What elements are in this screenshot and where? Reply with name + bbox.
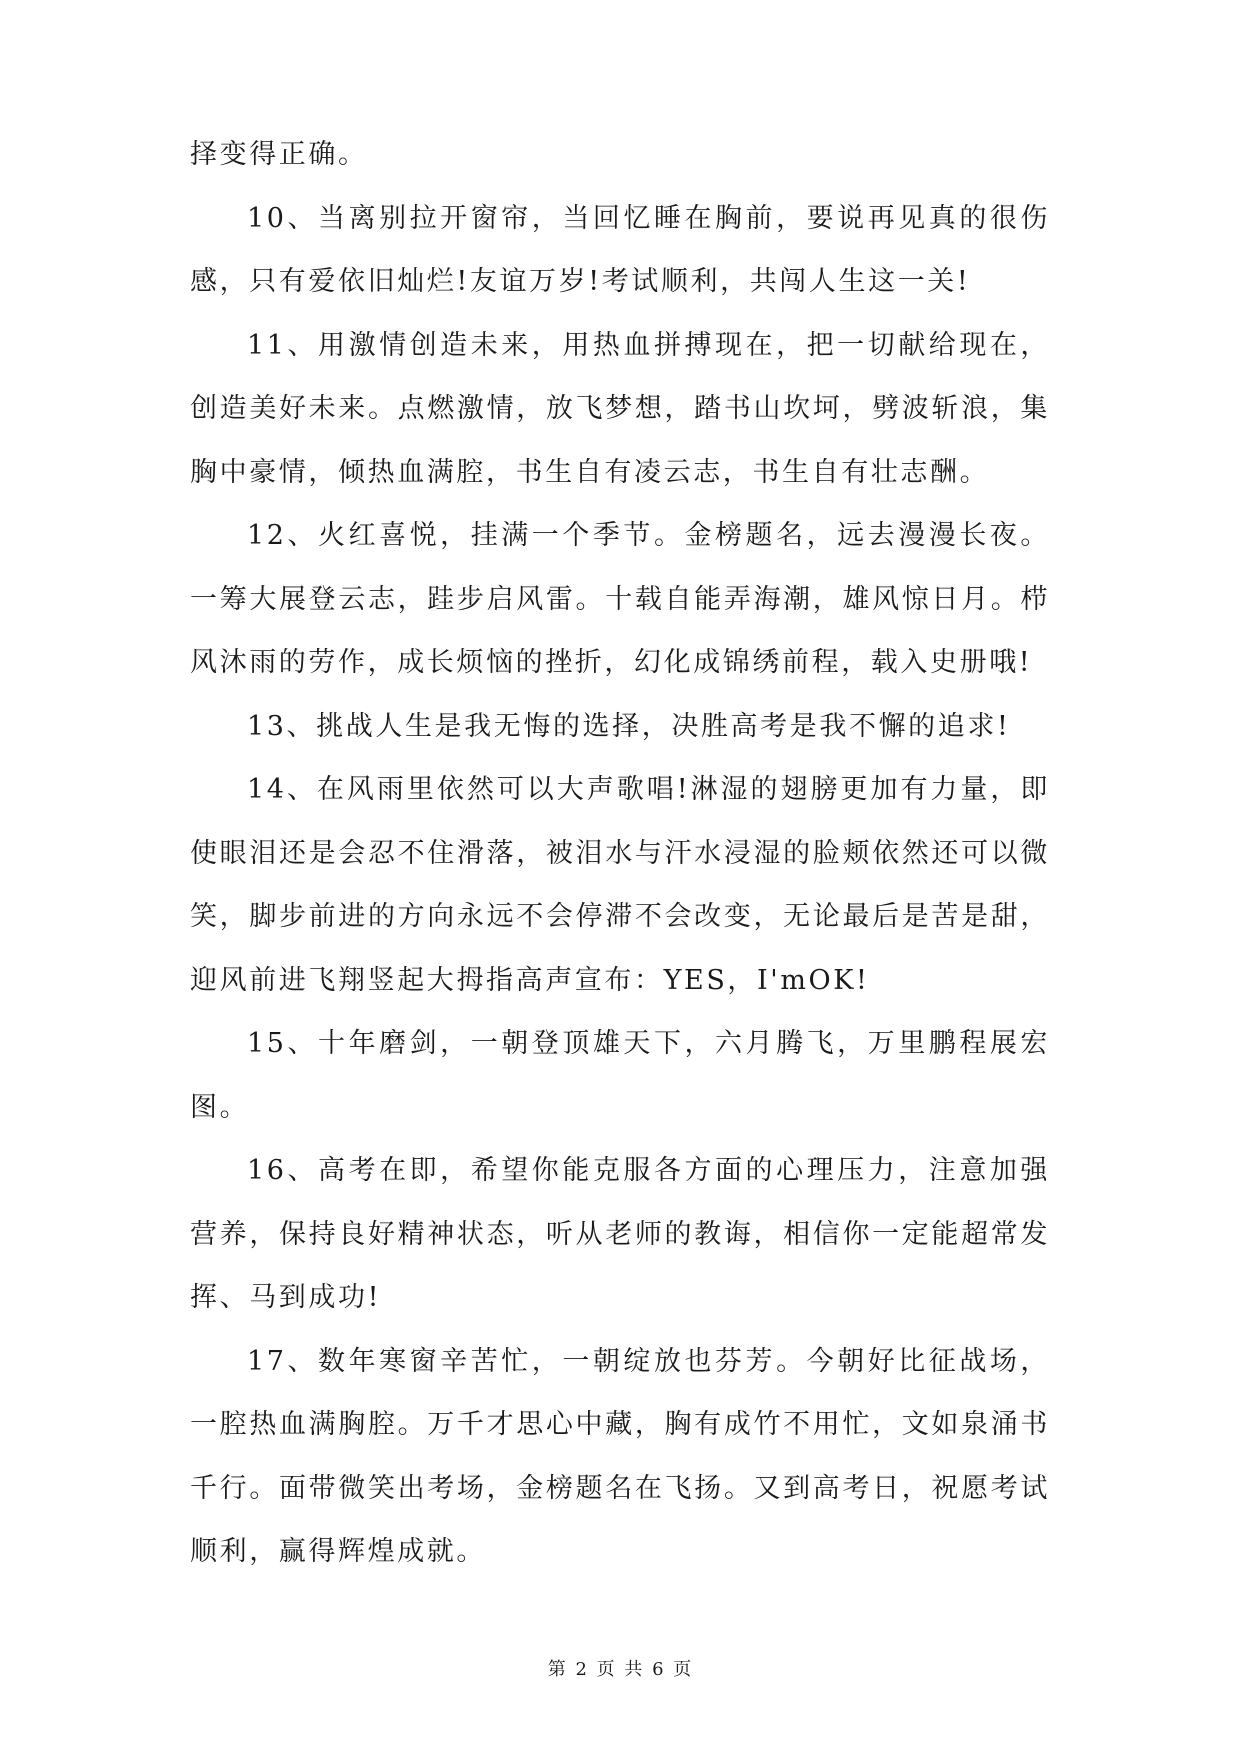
- paragraph-17: 17、数年寒窗辛苦忙，一朝绽放也芬芳。今朝好比征战场，一腔热血满胸腔。万千才思心中藏，胸有成竹不用忙，文如泉涌书千行。面带微笑出考场，金榜题名在飞扬。又到高考日，祝愿考试顺利，赢得辉煌成就。: [190, 1345, 1050, 1567]
- paragraph-11: 11、用激情创造未来，用热血拼搏现在，把一切献给现在，创造美好未来。点燃激情，放飞梦想，踏书山坎坷，劈波斩浪，集胸中豪情，倾热血满腔，书生自有凌云志，书生自有壮志酬。: [190, 329, 1050, 488]
- paragraph-16: 16、高考在即，希望你能克服各方面的心理压力，注意加强营养，保持良好精神状态，听从老师的教诲，相信你一定能超常发挥、马到成功!: [190, 1155, 1050, 1313]
- document-body: [190, 123, 1050, 1584]
- paragraph-10: 10、当离别拉开窗帘，当回忆睡在胸前，要说再见真的很伤感，只有爱依旧灿烂!友谊万岁!考试顺利，共闯人生这一关!: [190, 202, 1050, 297]
- page-number-footer: 第 2 页 共 6 页: [547, 1659, 694, 1680]
- paragraph-15: 15、十年磨剑，一朝登顶雄天下，六月腾飞，万里鹏程展宏图。: [190, 1028, 1050, 1123]
- paragraph-0: 择变得正确。: [190, 139, 368, 170]
- paragraph-14: 14、在风雨里依然可以大声歌唱!淋湿的翅膀更加有力量，即使眼泪还是会忍不住滑落，被泪水与汗水浸湿的脸颊依然还可以微笑，脚步前进的方向永远不会停滞不会改变，无论最后是苦是甜，迎风前进飞翔竖起大拇指高声宣布：YES，I'mOK!: [190, 774, 1050, 996]
- paragraph-13: 13、挑战人生是我无悔的选择，决胜高考是我不懈的追求!: [247, 710, 1011, 742]
- paragraph-12: 12、火红喜悦，挂满一个季节。金榜题名，远去漫漫长夜。一筹大展登云志，跬步启风雷。十载自能弄海潮，雄风惊日月。栉风沐雨的劳作，成长烦恼的挫折，幻化成锦绣前程，载入史册哦!: [190, 520, 1050, 678]
